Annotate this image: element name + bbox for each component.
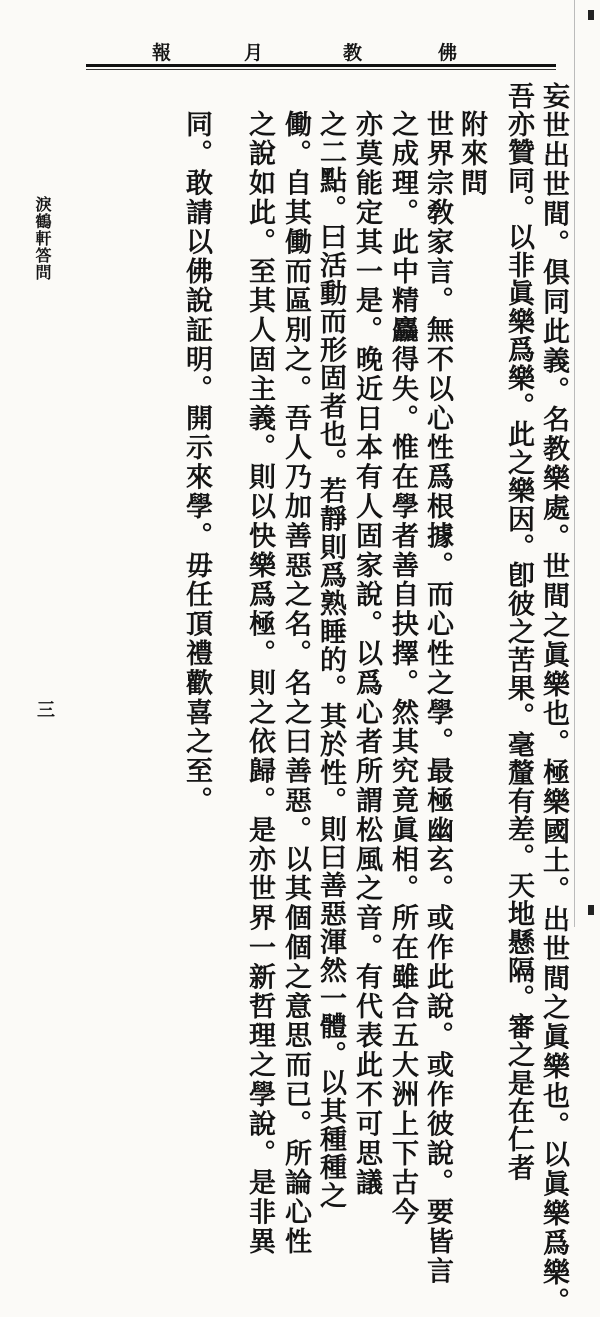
header-rule-thick [86, 64, 556, 67]
journal-title-char-4: 報 [152, 42, 172, 64]
text-column-3-heading: 附來問 [456, 110, 487, 199]
text-column-10: 同。敢請以佛說証明。開示來學。毋任頂禮歡喜之至。 [181, 110, 212, 816]
text-column-5: 之成理。此中精麤得失。惟在學者善自抉擇。然其究竟眞相。所在雖合五大洲上下古今 [387, 110, 418, 1228]
edge-speck [588, 905, 594, 915]
text-column-4: 世界宗敎家言。無不以心性爲根據。而心性之學。最極幽玄。或作此說。或作彼說。要皆言 [422, 110, 453, 1286]
text-column-2: 吾亦贊同。以非眞樂爲樂。此之樂因。卽彼之苦果。毫釐有差。天地懸隔。審之是在仁者 [503, 82, 534, 1182]
page-number: 三 [34, 700, 55, 719]
journal-title-char-3: 月 [244, 42, 264, 64]
page-binding-edge [574, 0, 600, 927]
section-title: 淚鶴軒答問 [33, 196, 52, 281]
text-column-6: 亦莫能定其一是。晚近日本有人固家說。以爲心者所謂松風之音。有代表此不可思議 [351, 110, 382, 1198]
text-column-7: 之二點。曰活動而形固者也。若靜則爲熟睡的。其於性。則曰善惡渾然一體。以其種種之 [315, 110, 346, 1210]
header-rule-thin [86, 69, 556, 70]
edge-speck [588, 10, 594, 20]
text-column-8: 働。自其働而區別之。吾人乃加善惡之名。名之曰善惡。以其個個之意思而已。所論心性 [280, 110, 311, 1257]
journal-title-char-2: 教 [343, 42, 363, 64]
journal-title-char-1: 佛 [438, 42, 458, 64]
text-column-1: 妄世出世間。俱同此義。名教樂處。世間之眞樂也。極樂國土。出世間之眞樂也。以眞樂爲樂。 [538, 82, 569, 1317]
text-column-9: 之說如此。至其人固主義。則以快樂爲極。則之依歸。是亦世界一新哲理之學說。是非異 [244, 110, 275, 1257]
